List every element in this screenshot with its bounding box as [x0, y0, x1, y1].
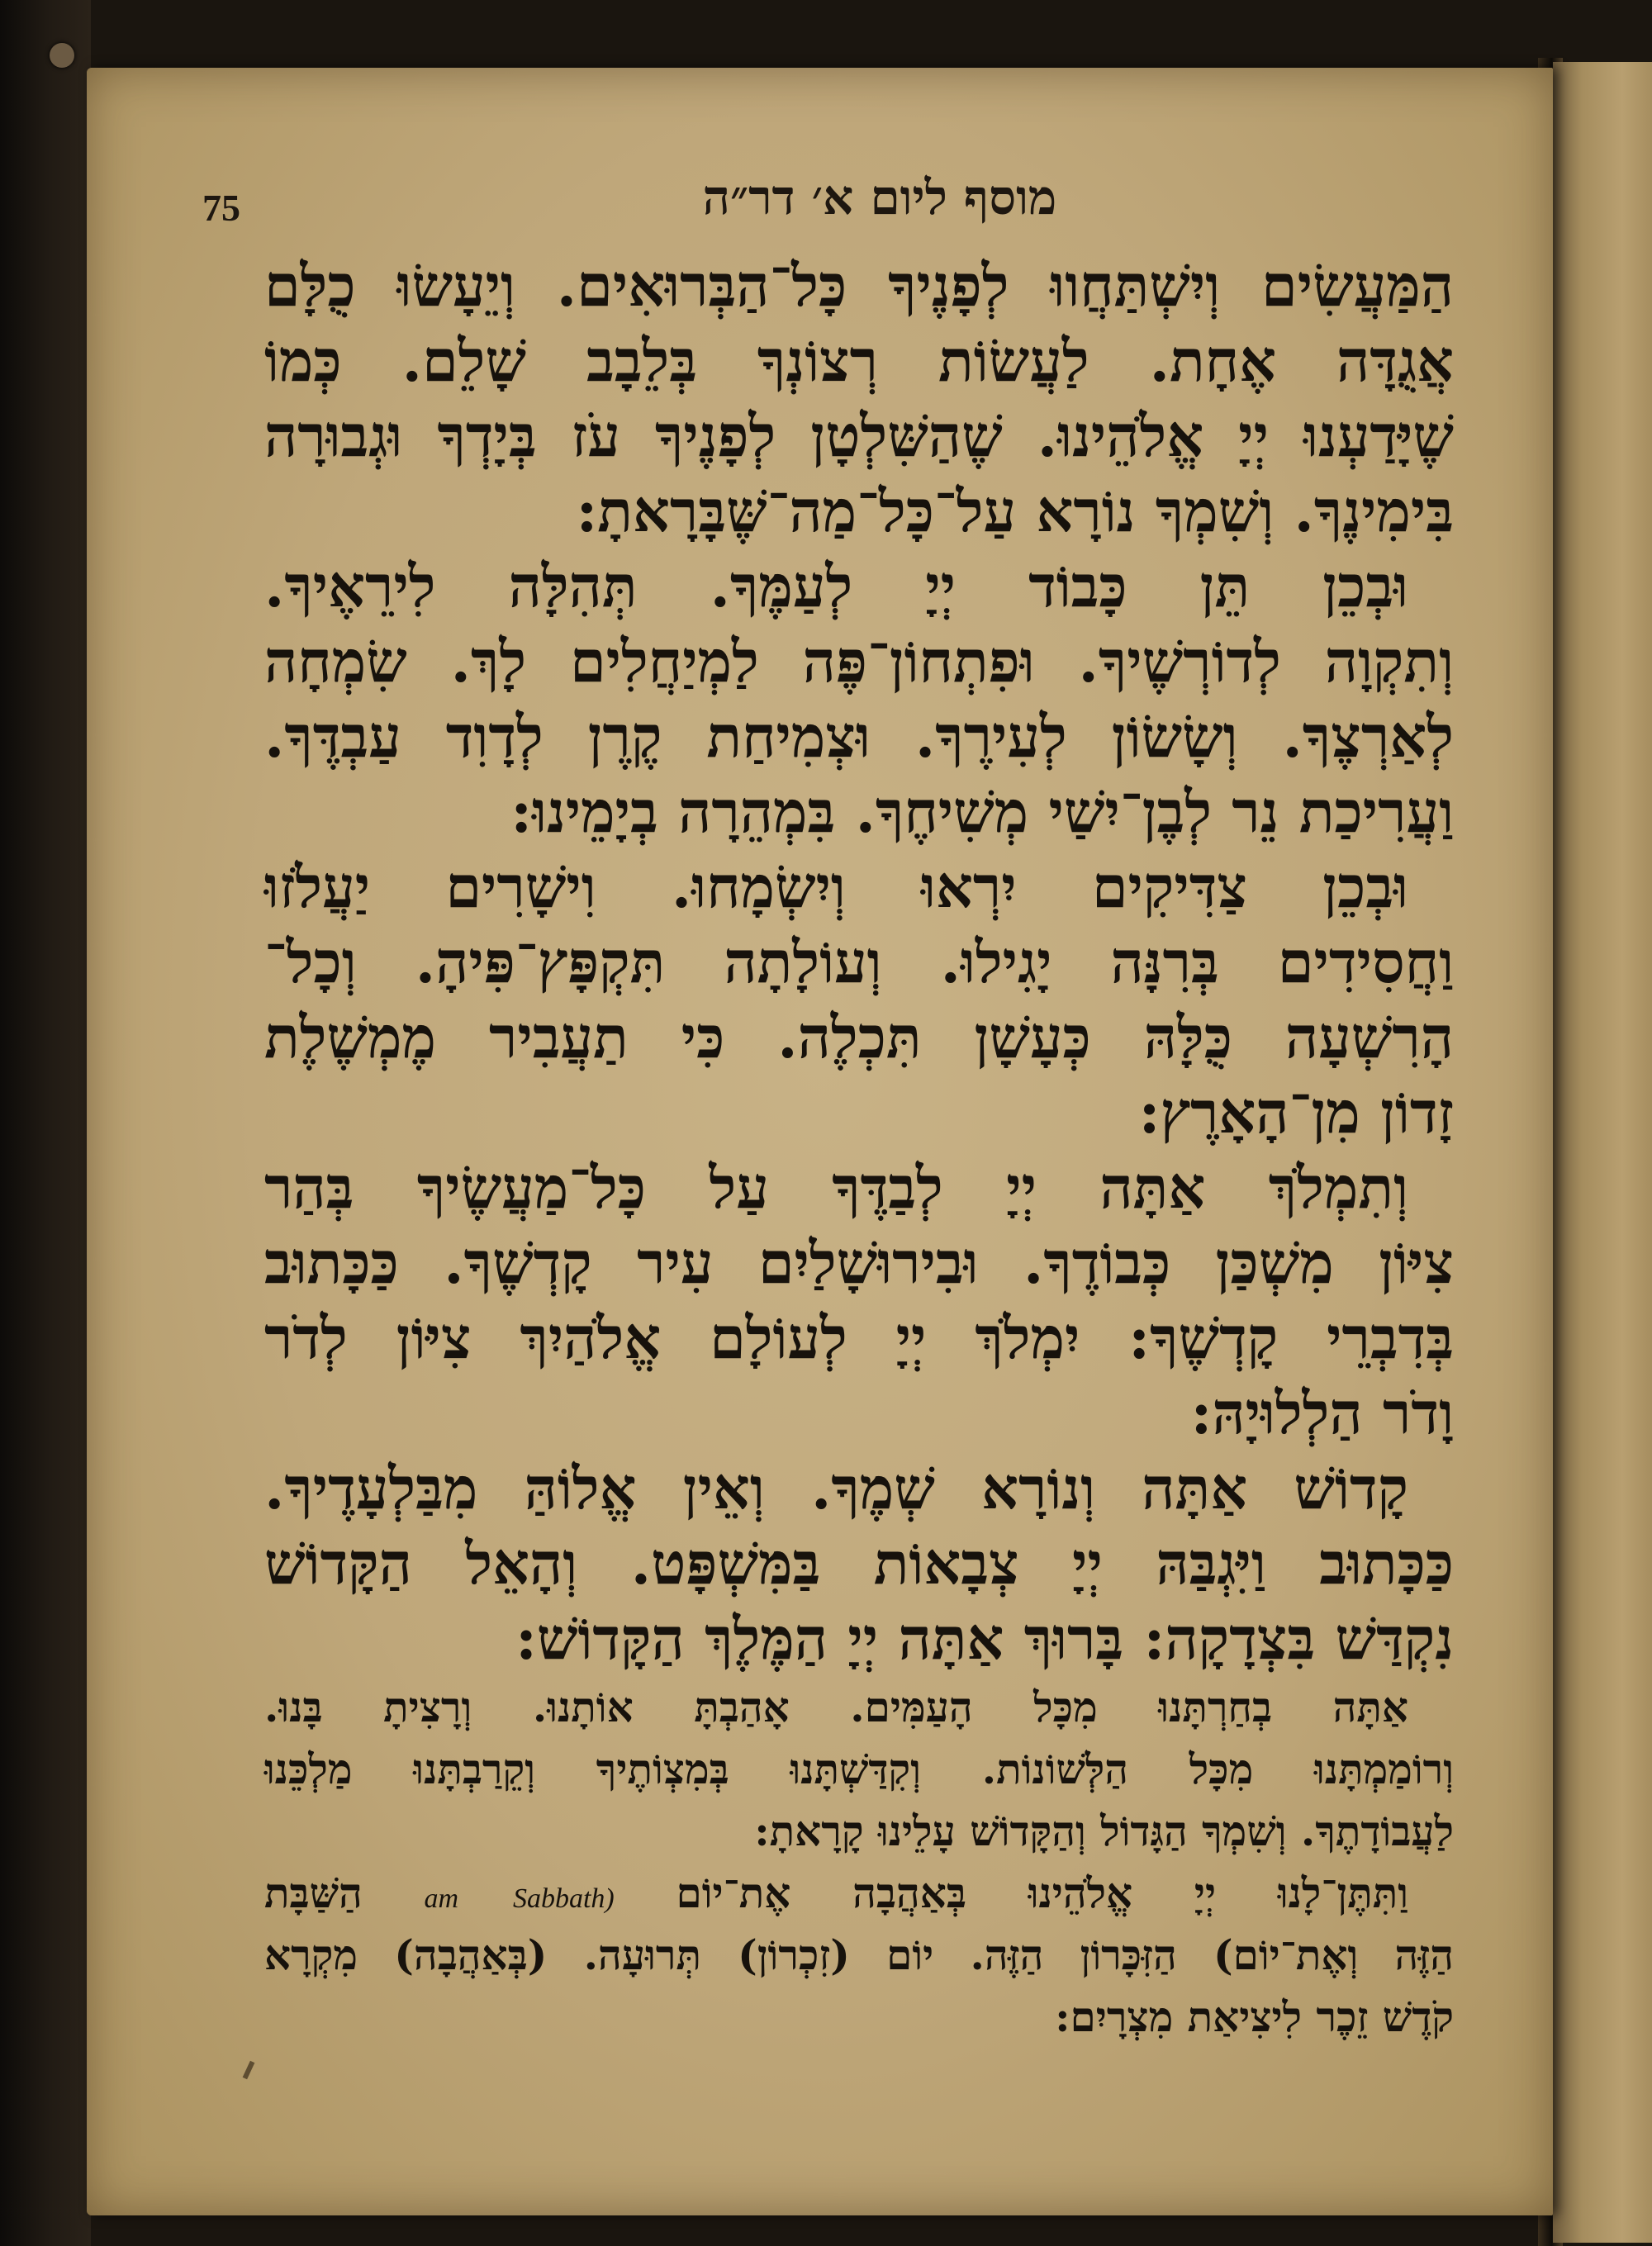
text-line: וְתִמְלֹךְ אַתָּה יְיָ לְבַדֶּךָ עַל כָּל־מַעֲשֶׂיךָ בְּהַר	[264, 1153, 1408, 1222]
text-line: אֲגֻדָּה אֶחָת. לַעֲשׂוֹת רְצוֹנְךָ בְּלֵבָב שָׁלֵם. כְּמוֹ	[264, 326, 1454, 395]
text-line: וָדֹר הַלְלוּיָהּ:	[1190, 1379, 1454, 1447]
text-line: בְּדִבְרֵי קָדְשֶׁךָ: יִמְלֹךְ יְיָ לְעוֹלָם אֱלֹהַיִךְ צִיּוֹן לְדֹר	[264, 1303, 1454, 1372]
text-line: וַחֲסִידִים בְּרִנָּה יָגִילוּ. וְעוֹלָתָה תִּקְפָּץ־פִּיהָ. וְכָל־	[264, 928, 1454, 996]
facing-page-edge	[1553, 62, 1652, 2243]
text-line: וּבְכֵן תֵּן כָּבוֹד יְיָ לְעַמֶּךָ. תְּהִלָּה לִירֵאֶיךָ.	[264, 552, 1408, 620]
text-line: נִקְדַּשׁ בִּצְדָקָה: בָּרוּךְ אַתָּה יְיָ הַמֶּלֶךְ הַקָּדוֹשׁ:	[515, 1604, 1454, 1673]
text-line: וַעֲרִיכַת נֵר לְבֶן־יִשַׁי מְשִׁיחֶךָ. בִּמְהֵרָה בְיָמֵינוּ:	[510, 777, 1454, 846]
paragraph-5	[264, 1451, 1454, 1676]
german-note: am Sabbath)	[424, 1883, 615, 1914]
text-line: קֹדֶשׁ זֵכֶר לִיצִיאַת מִצְרָיִם:	[1055, 1992, 1454, 2041]
text-line: הַזֶּה וְאֶת־יוֹם) הַזִּכָּרוֹן הַזֶּה. יוֹם (זִכְרוֹן) תְּרוּעָה. (בְּאַהֲבָה) מִקְרָא	[264, 1930, 1454, 1979]
paragraph-1	[264, 248, 1454, 548]
text-segment: וַתִּתֶּן־לָנוּ יְיָ אֱלֹהֵינוּ בְּאַהֲבָה אֶת־יוֹם	[676, 1869, 1408, 1917]
running-head: מוסף ליום א׳ דר״ה	[702, 169, 1057, 226]
paragraph-6	[264, 1676, 1454, 1862]
text-line	[264, 1862, 1454, 1924]
text-line: לַעֲבוֹדָתֶךָ. וְשִׁמְךָ הַגָּדוֹל וְהַקָּדוֹשׁ עָלֵינוּ קָרָאתָ:	[754, 1807, 1454, 1855]
paragraph-4	[264, 1150, 1454, 1451]
paragraph-7	[264, 1862, 1454, 2048]
text-segment: הַשַּׁבָּת	[264, 1869, 363, 1917]
text-line: אַתָּה בְחַרְתָּנוּ מִכָּל הָעַמִּים. אָהַבְתָּ אוֹתָנוּ. וְרָצִיתָ בָּנוּ.	[264, 1683, 1408, 1731]
text-line: הָרִשְׁעָה כֻּלָּהּ כְּעָשָׁן תִּכְלֶה. כִּי תַעֲבִיר מֶמְשֶׁלֶת	[264, 1003, 1454, 1071]
text-line: הַמַּעֲשִׂים וְיִשְׁתַּחֲווּ לְפָנֶיךָ כָּל־הַבְּרוּאִים. וְיֵעָשׂוּ כֻלָּם	[264, 251, 1454, 320]
paragraph-2	[264, 548, 1454, 849]
text-line: צִיּוֹן מִשְׁכַּן כְּבוֹדֶךָ. וּבִירוּשָׁלַיִם עִיר קָדְשֶׁךָ. כַּכָּתוּב	[264, 1228, 1454, 1297]
page-body-text	[264, 248, 1454, 2048]
text-line: וּבְכֵן צַדִּיקִים יִרְאוּ וְיִשְׂמָחוּ. וִישָׁרִים יַעֲלֹזוּ	[264, 852, 1408, 921]
cover-rivet	[50, 43, 74, 68]
text-line: שֶׁיָּדַעְנוּ יְיָ אֱלֹהֵינוּ. שֶׁהַשִּׁלְטָן לְפָנֶיךָ עֹז בְּיָדְךָ וּגְבוּרָה	[264, 401, 1454, 470]
text-line: קָדוֹשׁ אַתָּה וְנוֹרָא שְׁמֶךָ. וְאֵין אֱלוֹהַּ מִבַּלְעָדֶיךָ.	[264, 1454, 1408, 1522]
text-line: בִּימִינֶךָ. וְשִׁמְךָ נוֹרָא עַל־כָּל־מַה־שֶּׁבָּרָאתָ:	[576, 477, 1454, 545]
text-line: לְאַרְצֶךָ. וְשָׂשׂוֹן לְעִירֶךָ. וּצְמִיחַת קֶרֶן לְדָוִד עַבְדֶּךָ.	[264, 702, 1454, 771]
text-line: וְתִקְוָה לְדוֹרְשֶׁיךָ. וּפִתְחוֹן־פֶּה לַמְיַחֲלִים לָךְ. שִׂמְחָה	[264, 627, 1454, 696]
text-line: זָדוֹן מִן־הָאָרֶץ:	[1138, 1078, 1454, 1147]
text-line: וְרוֹמַמְתָּנוּ מִכָּל הַלְּשׁוֹנוֹת. וְקִדַּשְׁתָּנוּ בְּמִצְוֹתֶיךָ וְקֵרַבְתָּנוּ מַלְכֵּנוּ	[264, 1745, 1454, 1793]
text-line: כַּכָּתוּב וַיִּגְבַּהּ יְיָ צְבָאוֹת בַּמִּשְׁפָּט. וְהָאֵל הַקָּדוֹשׁ	[264, 1529, 1454, 1598]
book-cover-edge	[0, 0, 91, 2246]
page-number: 75	[202, 187, 240, 229]
paragraph-3	[264, 849, 1454, 1150]
